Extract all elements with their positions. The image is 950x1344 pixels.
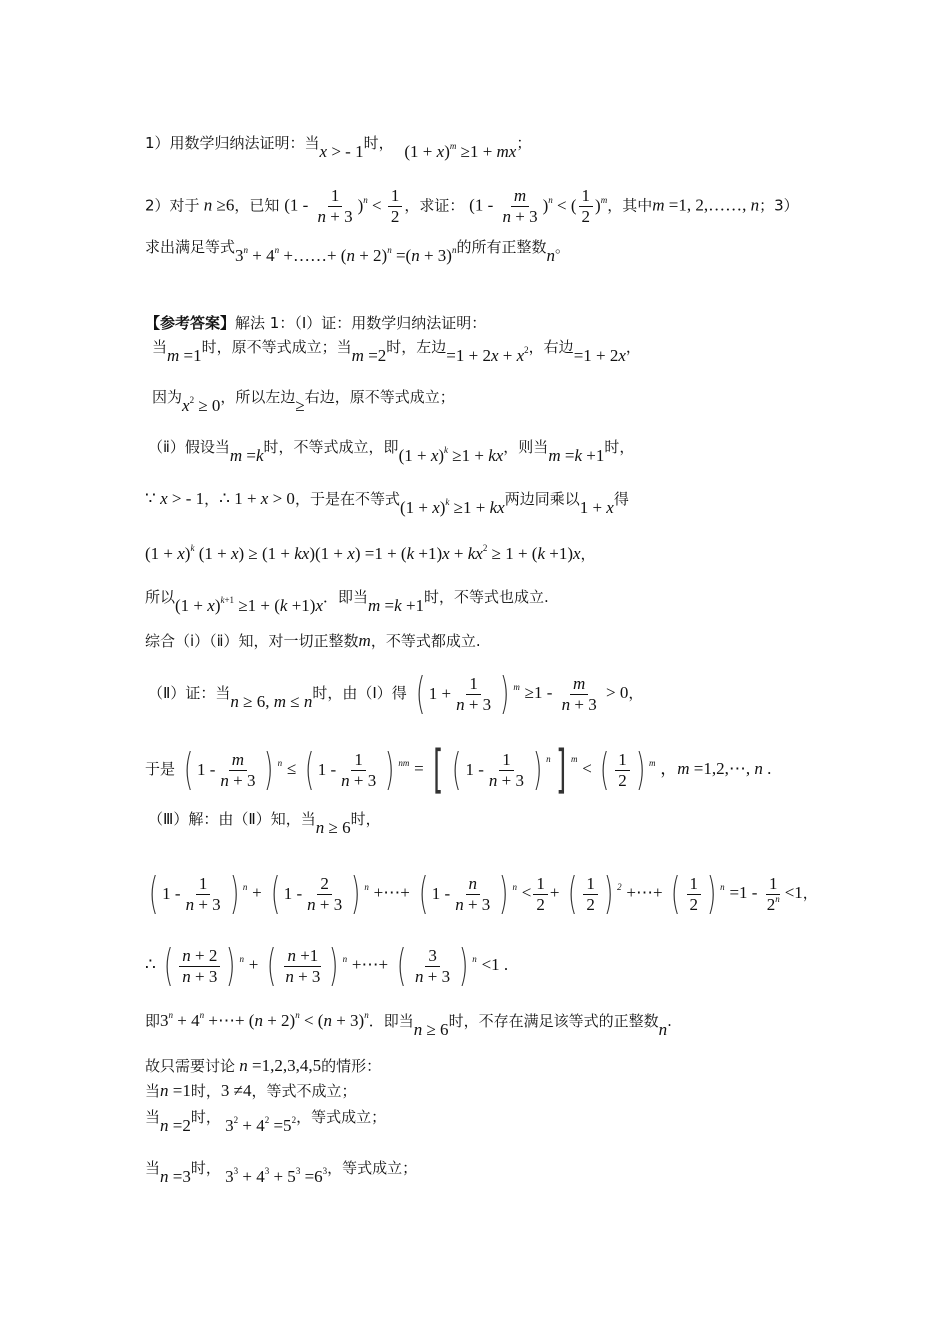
step-base-case-2: 因为$x^2 \ge 0$，所以左边≥右边，原不等式成立； xyxy=(152,388,455,415)
step-inductive: （ⅱ）假设当m =k时，不等式成立，即$(1 + x)^k \ge 1$ + kx，则当m =k +1时， xyxy=(148,438,635,465)
step-base-case: 当m =1时，原不等式成立；当m =2时，左边$=1 + 2x + x^2$，右边=1 + 2x， xyxy=(152,338,641,365)
answer-heading: 【参考答案】解法 1：（Ⅰ）证：用数学归纳法证明： xyxy=(145,314,487,332)
step-inductive-3: $(1 + x)^k$ $(1 + x) \ge (1 + kx)(1 + x) =1 + (k +1)x + kx^2 \ge 1 + (k +1)x$， xyxy=(145,543,596,563)
case-n-1: 当n =1时，3 ≠4，等式不成立； xyxy=(145,1081,357,1100)
case-n-3: 当n =3时， $3^3 + 4^3 + 5^3 =6^3$，等式成立； xyxy=(145,1159,418,1186)
step-part-2-intro: （Ⅱ）证：当n ≥ 6, m ≤ n时，由（Ⅰ）得 ( 1 + $\frac{1}{n + 3}$ ) m ≥1 - $\frac{m}{n + 3}$ > 0， xyxy=(148,668,644,719)
case-n-2: 当n =2时， $3^2 + 4^2 =5^2$，等式成立； xyxy=(145,1108,387,1135)
step-cases-intro: 故只需要讨论 n =1,2,3,4,5的情形： xyxy=(145,1056,382,1075)
step-inductive-2: ∵ x > - 1，∴ 1 + x > 0，于是在不等式$(1 + x)^k \ge 1$ + kx两边同乘以1 + x得 xyxy=(145,489,629,517)
problem-part-3: 求出满足等式$3^n + 4^n$ +……+ $(n + 2)^n =(n + 3)^n$的所有正整数n。 xyxy=(145,238,570,265)
step-part-3-therefore: ∴ ( $\frac{n + 2}{n + 3}$ ) n + ( $\frac{n +1}{n + 3}$ ) n +⋯+ ( $\frac{3}{n + 3}$ ) n <1 . xyxy=(145,940,509,991)
step-part-2-proof: 于是 ( 1 - $\frac{m}{n + 3}$ ) n ≤ ( 1 - $\frac{1}{n + 3}$ ) nm = [ ( 1 - $\frac{1}{n + 3}$ ) n ] m < ( $\frac{1}{2}$ ) m ，m =1,2,⋯, n . xyxy=(145,740,772,800)
step-part-3-intro: （Ⅲ）解：由（Ⅱ）知，当n ≥ 6时， xyxy=(148,810,381,837)
step-part-3-conclusion: 即$3^n + 4^n$ +⋯+ $(n + 2)^n < (n + 3)^n$．即当n ≥ 6时，不存在满足该等式的正整数n. xyxy=(145,1010,672,1039)
problem-part-2: 2）对于 n ≥6，已知 (1 - $\frac{1}{n + 3}$ )$^n$ < $\frac{1}{2}$ ，求证： (1 - $\frac{m}{n + 3}$ )$^n$ < ( $\frac{1}{2}$ )$^m$，其中m =1, 2,……, n；3） xyxy=(145,186,799,226)
step-part-3-sum: ( 1 - $\frac{1}{n + 3}$ ) n + ( 1 - $\frac{2}{n + 3}$ ) n +⋯+ ( 1 - $\frac{n}{n + 3}$ ) n < $\frac{1}{2}$ + ( $\frac{1}{2}$ ) 2 +⋯+ ( $\frac{1}{2}$ ) n =1 - $\frac{1}{2^n}$ <1， xyxy=(148,868,818,919)
problem-part-1: 1）用数学归纳法证明：当x > - 1时， $(1 + x)^m \ge 1$ + mx； xyxy=(145,134,532,161)
step-inductive-4: 所以$(1 + x)^{k+1} \ge 1 + (k +1)x$．即当m =k +1时，不等式也成立. xyxy=(145,588,549,615)
step-conclusion-1: 综合（ⅰ）（ⅱ）知，对一切正整数m，不等式都成立. xyxy=(145,631,481,650)
